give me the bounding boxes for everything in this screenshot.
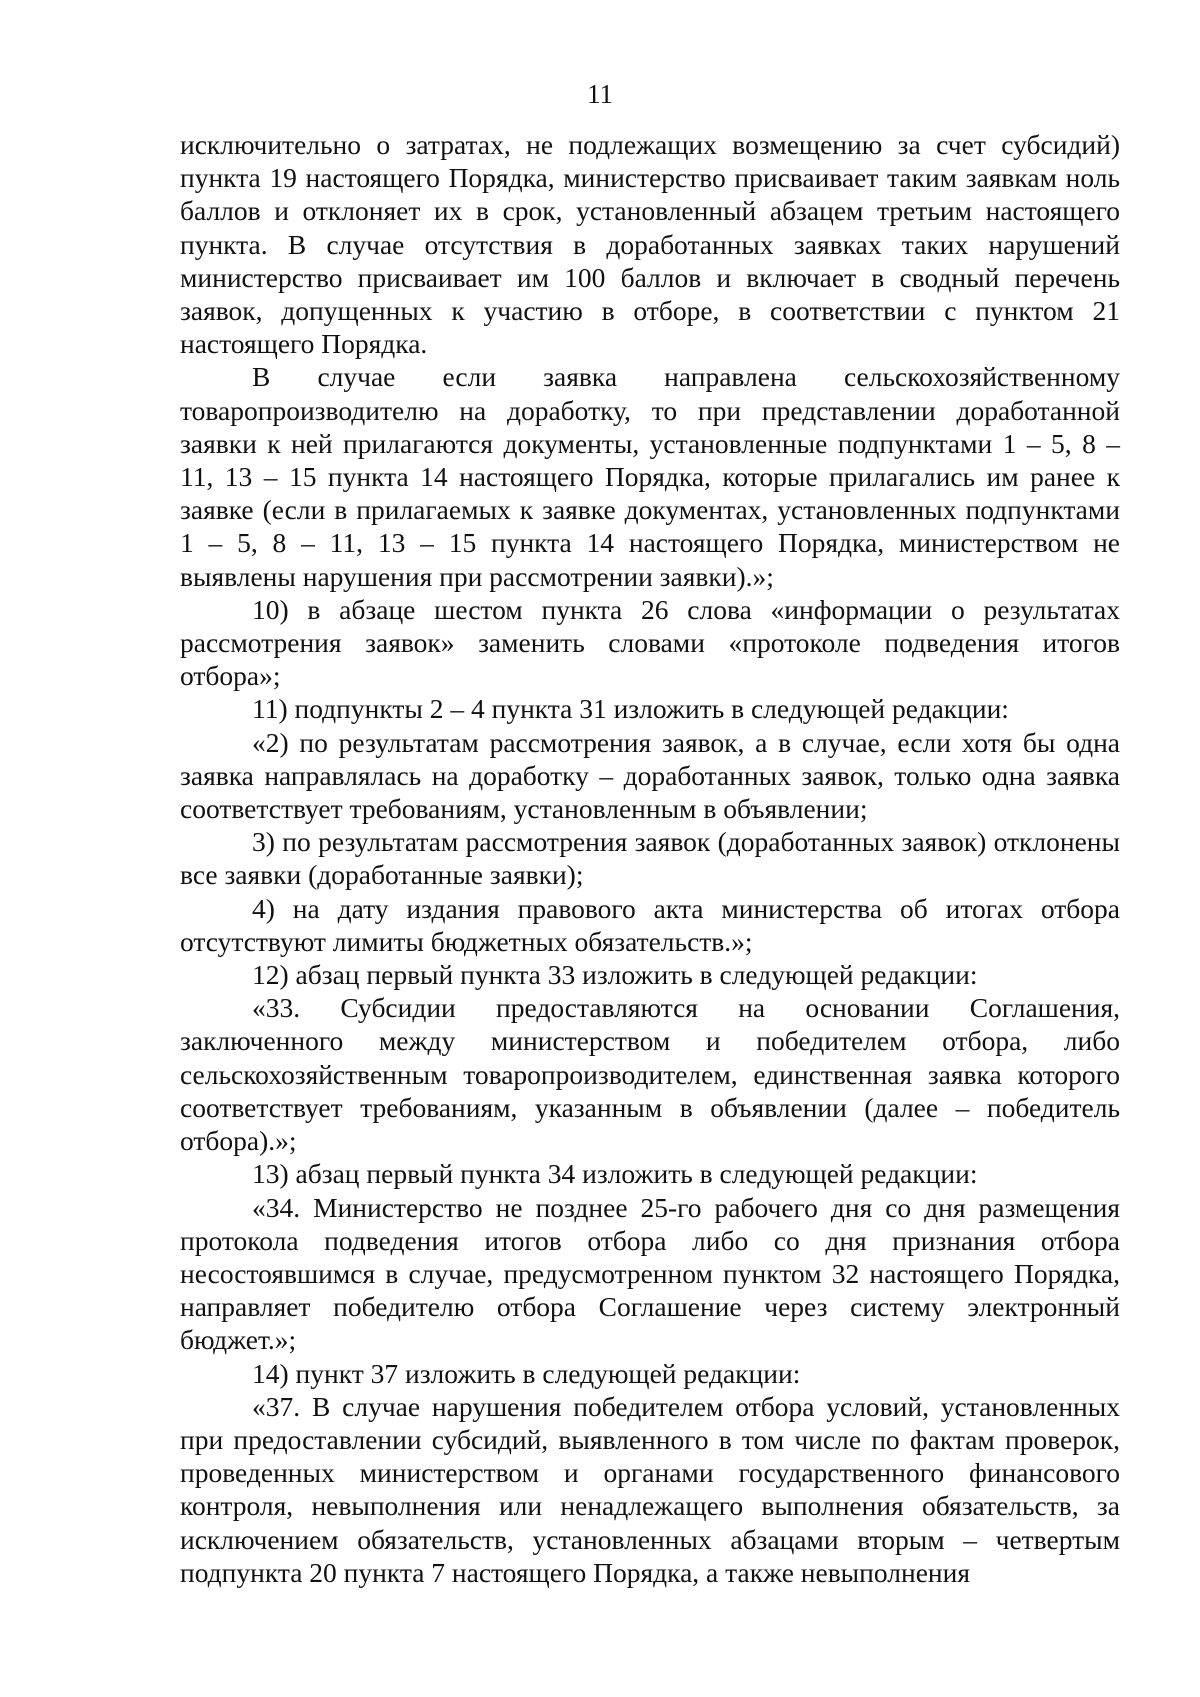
paragraph: 12) абзац первый пункта 33 изложить в следующей редакции: [252, 959, 978, 991]
paragraph: «34. Министерство не позднее 25-го рабочего дня со дня размещения протокола подведения итогов отбора либо со дня признания отбора несостоявшимся в случае, предусмотренном пунктом 32 настоящего Порядка, направляет победителю отбора Соглашение через систему электронный бюджет.»; [180, 1191, 1120, 1356]
page-number: 11 [587, 79, 613, 109]
paragraph: 11) подпункты 2 – 4 пункта 31 изложить в следующей редакции: [252, 693, 1009, 725]
paragraph: 10) в абзаце шестом пункта 26 слова «информации о результатах рассмотрения заявок» заменить словами «протоколе подведения итогов отбора»; [180, 593, 1120, 692]
paragraph: 13) абзац первый пункта 34 изложить в следующей редакции: [252, 1158, 978, 1190]
document-body [180, 128, 1120, 1589]
paragraph: «37. В случае нарушения победителем отбора условий, установленных при предоставлении субсидий, выявленного в том числе по фактам проверок, проведенных министерством и органами государственного финансового контроля, невыполнения или ненадлежащего выполнения обязательств, за исключением обязательств, установленных абзацами вторым – четвертым подпункта 20 пункта 7 настоящего Порядка, а также невыполнения [180, 1390, 1120, 1588]
paragraph: «2) по результатам рассмотрения заявок, а в случае, если хотя бы одна заявка направлялась на доработку – доработанных заявок, только одна заявка соответствует требованиям, установленным в объявлении; [180, 726, 1120, 825]
paragraph: 14) пункт 37 изложить в следующей редакции: [252, 1357, 801, 1389]
paragraph: В случае если заявка направлена сельскохозяйственному товаропроизводителю на доработку, то при представлении доработанной заявки к ней прилагаются документы, установленные подпунктами 1 – 5, 8 – 11, 13 – 15 пункта 14 настоящего Порядка, которые прилагались им ранее к заявке (если в прилагаемых к заявке документах, установленных подпунктами 1 – 5, 8 – 11, 13 – 15 пункта 14 настоящего Порядка, министерством не выявлены нарушения при рассмотрении заявки).»; [180, 361, 1120, 592]
paragraph: исключительно о затратах, не подлежащих возмещению за счет субсидий) пункта 19 настоящего Порядка, министерство присваивает таким заявкам ноль баллов и отклоняет их в срок, установленный абзацем третьим настоящего пункта. В случае отсутствия в доработанных заявках таких нарушений министерство присваивает им 100 баллов и включает в сводный перечень заявок, допущенных к участию в отборе, в соответствии с пунктом 21 настоящего Порядка. [180, 129, 1120, 360]
paragraph: 4) на дату издания правового акта министерства об итогах отбора отсутствуют лимиты бюджетных обязательств.»; [180, 892, 1120, 957]
paragraph: 3) по результатам рассмотрения заявок (доработанных заявок) отклонены все заявки (доработанные заявки); [180, 826, 1120, 891]
paragraph: «33. Субсидии предоставляются на основании Соглашения, заключенного между министерством и победителем отбора, либо сельскохозяйственным товаропроизводителем, единственная заявка которого соответствует требованиям, указанным в объявлении (далее – победитель отбора).»; [180, 992, 1120, 1157]
